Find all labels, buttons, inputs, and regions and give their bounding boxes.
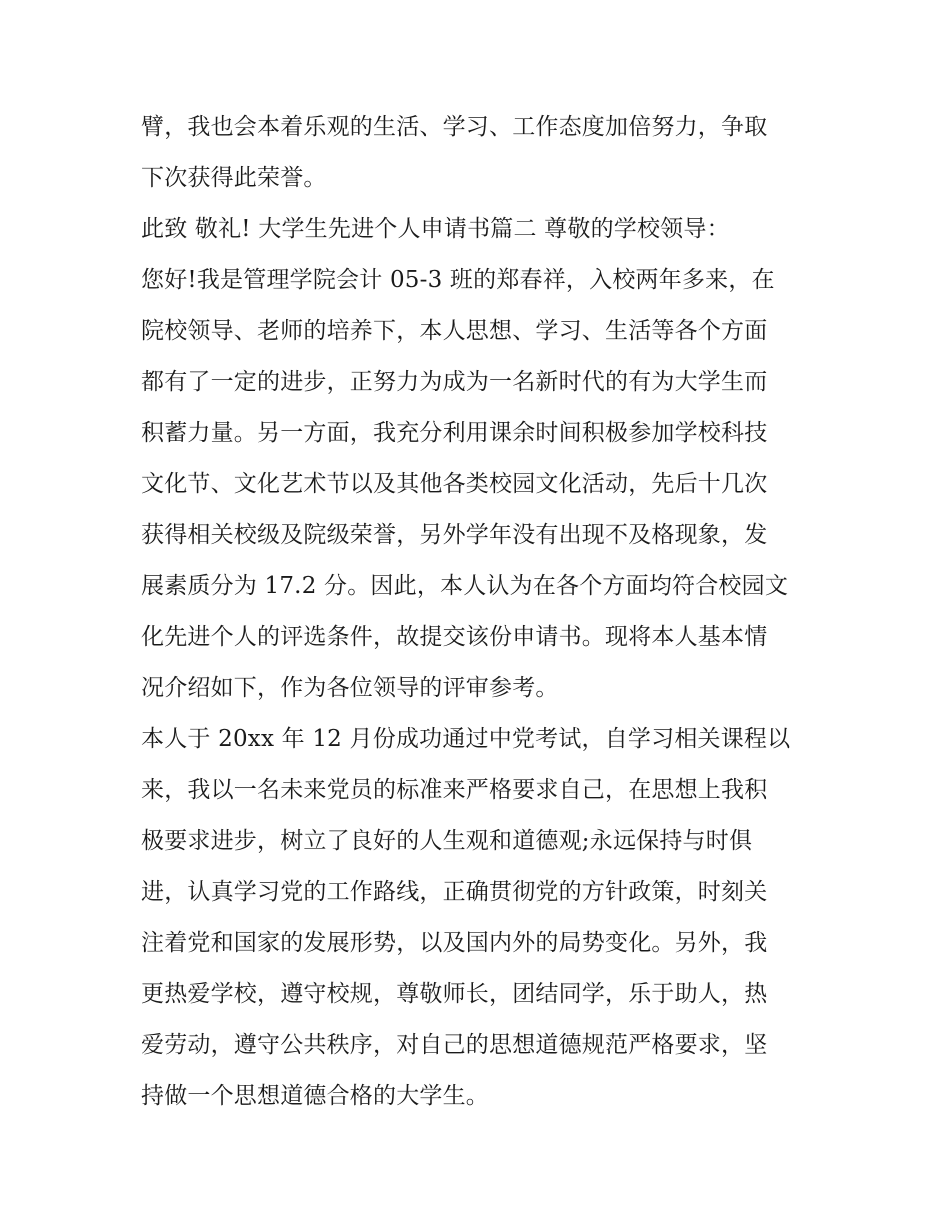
text-line: 更热爱学校，遵守校规，尊敬师长，团结同学，乐于助人，热 [141, 981, 768, 1007]
text-line: 注着党和国家的发展形势，以及国内外的局势变化。另外，我 [141, 930, 768, 956]
text-line: 进，认真学习党的工作路线，正确贯彻党的方针政策，时刻关 [141, 879, 768, 905]
text-line: 您好!我是管理学院会计 05-3 班的郑春祥，入校两年多来，在 [141, 267, 775, 293]
text-line: 极要求进步，树立了良好的人生观和道德观;永远保持与时俱 [141, 828, 753, 854]
text-line: 下次获得此荣誉。 [141, 165, 327, 191]
text-line: 爱劳动，遵守公共秩序，对自己的思想道德规范严格要求，坚 [141, 1032, 768, 1058]
text-line: 都有了一定的进步，正努力为成为一名新时代的有为大学生而 [141, 369, 768, 395]
text-line: 持做一个思想道德合格的大学生。 [141, 1083, 489, 1109]
text-line: 获得相关校级及院级荣誉，另外学年没有出现不及格现象，发 [141, 522, 768, 548]
text-line: 展素质分为 17.2 分。因此，本人认为在各个方面均符合校园文 [141, 573, 789, 599]
text-line: 况介绍如下，作为各位领导的评审参考。 [141, 675, 559, 701]
text-line: 文化节、文化艺术节以及其他各类校园文化活动，先后十几次 [141, 471, 768, 497]
text-line: 此致 敬礼! 大学生先进个人申请书篇二 尊敬的学校领导： [141, 216, 730, 242]
document-body [141, 102, 821, 1122]
text-line: 化先进个人的评选条件，故提交该份申请书。现将本人基本情 [141, 624, 768, 650]
text-line: 臂，我也会本着乐观的生活、学习、工作态度加倍努力，争取 [141, 114, 768, 140]
text-line: 来，我以一名未来党员的标准来严格要求自己，在思想上我积 [141, 777, 768, 803]
text-line: 积蓄力量。另一方面，我充分利用课余时间积极参加学校科技 [141, 420, 768, 446]
text-line: 院校领导、老师的培养下，本人思想、学习、生活等各个方面 [141, 318, 768, 344]
text-line: 本人于 20xx 年 12 月份成功通过中党考试，自学习相关课程以 [141, 726, 791, 752]
